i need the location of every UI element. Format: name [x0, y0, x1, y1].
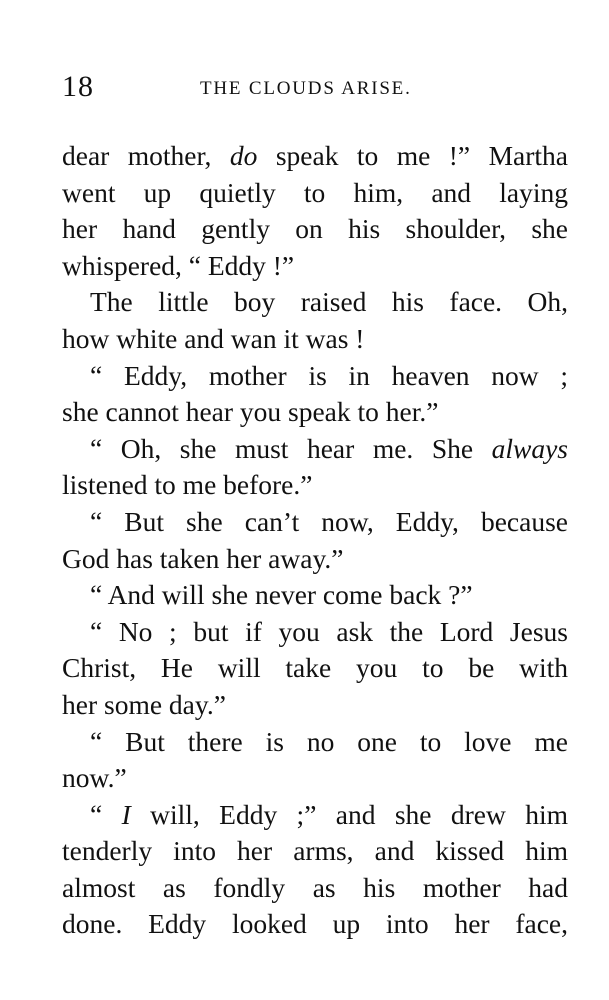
text-line — [62, 358, 568, 395]
text-line — [62, 394, 568, 431]
text-segment: The little boy raised his face. Oh, — [90, 286, 568, 318]
text-line — [62, 724, 568, 761]
text-line — [62, 504, 568, 541]
italic-text: I — [121, 798, 131, 830]
text-line — [62, 211, 568, 248]
text-line — [62, 431, 568, 468]
text-segment: “ — [90, 798, 122, 830]
text-line — [62, 321, 568, 358]
text-line — [62, 650, 568, 687]
text-segment: “ Oh, she must hear me. She — [90, 432, 492, 464]
running-head: THE CLOUDS ARISE. — [200, 78, 412, 99]
text-line — [62, 797, 568, 834]
text-line — [62, 687, 568, 724]
text-segment: done. Eddy looked up into her face, — [62, 908, 568, 940]
text-line — [62, 760, 568, 797]
text-line — [62, 906, 568, 943]
text-segment: speak to me !” Martha — [257, 140, 568, 171]
text-line — [62, 833, 568, 870]
text-segment: went up quietly to him, and laying — [62, 176, 568, 208]
text-segment: her hand gently on his shoulder, she — [62, 213, 568, 245]
text-line — [62, 541, 568, 578]
text-segment: listened to me before.” — [62, 469, 313, 501]
text-segment: “ Eddy, mother is in heaven now ; — [90, 359, 568, 391]
italic-text: always — [491, 432, 568, 464]
text-line — [62, 248, 568, 285]
text-segment: almost as fondly as his mother had — [62, 871, 568, 903]
text-line — [62, 284, 568, 321]
text-line — [62, 138, 568, 175]
text-segment: whispered, “ Eddy !” — [62, 249, 295, 281]
text-segment: God has taken her away.” — [62, 542, 344, 574]
text-line — [62, 467, 568, 504]
text-segment: how white and wan it was ! — [62, 322, 365, 354]
text-segment: “ But there is no one to love me — [90, 725, 568, 757]
text-line — [62, 614, 568, 651]
text-segment: her some day.” — [62, 688, 226, 720]
page-header — [62, 70, 572, 110]
page-number: 18 — [62, 70, 94, 103]
text-segment: Christ, He will take you to be with — [62, 652, 568, 684]
text-line — [62, 870, 568, 907]
text-segment: tenderly into her arms, and kissed him — [62, 835, 568, 867]
text-segment: “ And will she never come back ?” — [90, 579, 473, 611]
text-segment: now.” — [62, 762, 127, 794]
body-text — [62, 138, 568, 943]
italic-text: do — [229, 140, 258, 171]
text-segment: will, Eddy ;” and she drew him — [130, 798, 568, 830]
text-segment: she cannot hear you speak to her.” — [62, 396, 439, 428]
text-line — [62, 175, 568, 212]
text-segment: “ But she can’t now, Eddy, because — [90, 505, 568, 537]
text-segment: dear mother, — [62, 140, 230, 171]
text-line — [62, 577, 568, 614]
text-segment: “ No ; but if you ask the Lord Jesus — [90, 615, 568, 647]
